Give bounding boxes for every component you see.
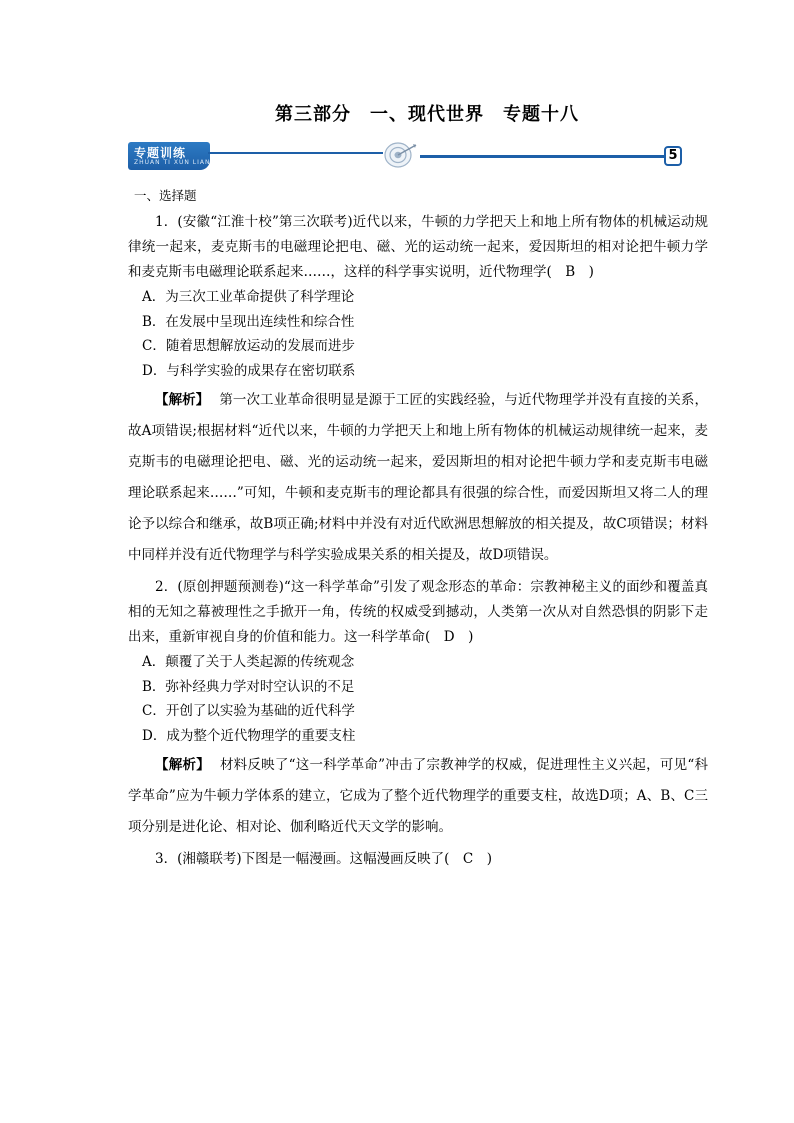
question-stem: 1．(安徽“江淮十校”第三次联考)近代以来，牛顿的力学把天上和地上所有物体的机械运动规律统一起来，麦克斯韦的电磁理论把电、磁、光的运动统一起来，爱因斯坦的相对论把牛顿力学和麦克斯韦电磁理论联系起来……，这样的科学事实说明，近代物理学( B ) — [128, 214, 708, 280]
section-heading: 一、选择题 — [134, 188, 197, 203]
page-title: 第三部分 一、现代世界 专题十八 — [275, 104, 579, 125]
option-b: B．弥补经典力学对时空认识的不足 — [142, 678, 355, 695]
question-2 — [128, 575, 708, 843]
analysis-text: 第一次工业革命很明显是源于工匠的实践经验，与近代物理学并没有直接的关系，故A项错误;根据材料“近代以来，牛顿的力学把天上和地上所有物体的机械运动规律统一起来，麦克斯韦的电磁理论把电、磁、光的运动统一起来，爱因斯坦的相对论把牛顿力学和麦克斯韦电磁理论联系起来……”可知，牛顿和麦克斯韦的理论都具有很强的综合性，而爱因斯坦又将二人的理论予以综合和继承，故B项正确;材料中并没有对近代欧洲思想解放的相关提及，故C项错误；材料中同样并没有近代物理学与科学实验成果关系的相关提及，故D项错误。 — [128, 392, 709, 563]
question-1 — [128, 210, 708, 571]
question-stem: 2．(原创押题预测卷)“这一科学革命”引发了观念形态的革命：宗教神秘主义的面纱和覆盖真相的无知之幕被理性之手掀开一角，传统的权威受到撼动，人类第一次从对自然恐惧的阴影下走出来，重新审视自身的价值和能力。这一科学革命( D ) — [128, 579, 708, 645]
page-number-box: 5 — [664, 146, 682, 166]
badge-title: 专题训练 — [134, 146, 187, 160]
option-a: A．颠覆了关于人类起源的传统观念 — [142, 654, 355, 670]
analysis-label: 【解析】 — [155, 757, 210, 773]
option-c: C．开创了以实验为基础的近代科学 — [142, 703, 355, 719]
analysis-label: 【解析】 — [155, 392, 210, 408]
analysis-paragraph — [128, 385, 708, 571]
exercise-content — [128, 186, 708, 876]
option-a: A．为三次工业革命提供了科学理论 — [142, 289, 355, 305]
banner-divider-left — [208, 152, 383, 154]
target-icon — [380, 140, 420, 170]
option-b: B．在发展中呈现出连续性和综合性 — [142, 313, 355, 330]
option-d: D．成为整个近代物理学的重要支柱 — [142, 727, 356, 744]
analysis-paragraph — [128, 750, 708, 843]
badge-pinyin: ZHUAN TI XUN LIAN — [134, 159, 211, 166]
question-3 — [128, 847, 708, 872]
option-d: D．与科学实验的成果存在密切联系 — [142, 362, 356, 379]
option-c: C．随着思想解放运动的发展而进步 — [142, 338, 355, 354]
analysis-text: 材料反映了“这一科学革命”冲击了宗教神学的权威，促进理性主义兴起，可见“科学革命”应为牛顿力学体系的建立，它成为了整个近代物理学的重要支柱，故选D项；A、B、C三项分别是进化论、相对论、伽利略近代天文学的影响。 — [128, 757, 708, 835]
topic-training-badge — [128, 142, 210, 170]
banner-divider-right — [420, 155, 665, 158]
question-stem: 3．(湘赣联考)下图是一幅漫画。这幅漫画反映了( C ) — [155, 851, 492, 867]
